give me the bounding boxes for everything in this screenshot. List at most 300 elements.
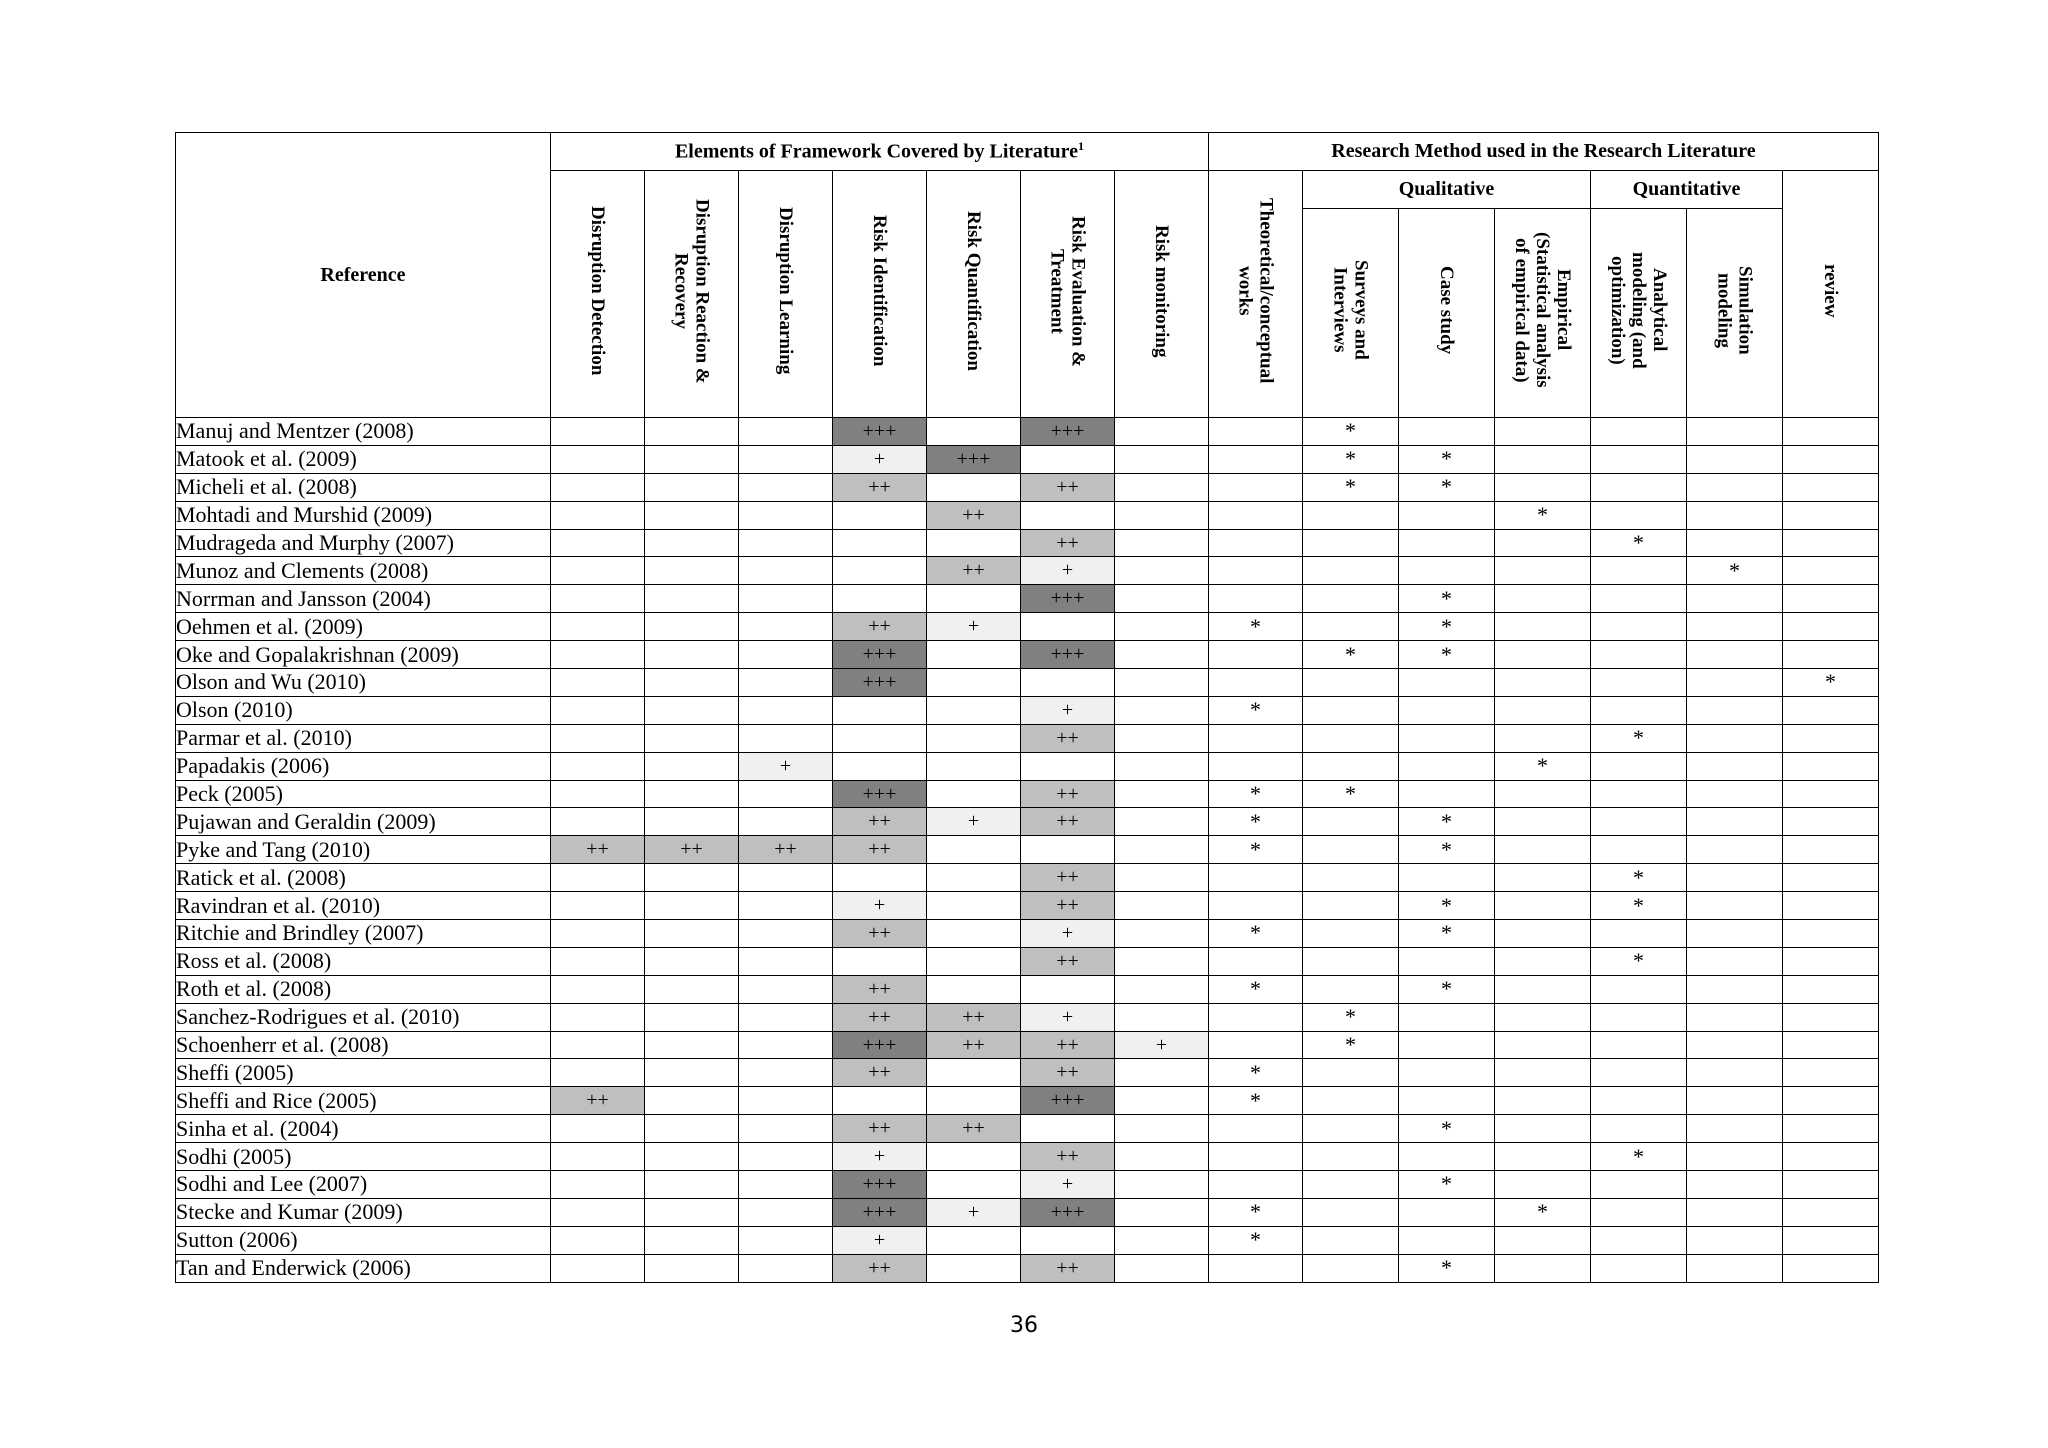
col-header-analytical: Analytical modeling (and optimization) <box>1591 209 1687 418</box>
coverage-cell <box>739 808 833 836</box>
coverage-cell: +++ <box>927 445 1021 473</box>
elements-group-header <box>551 133 1209 171</box>
coverage-cell <box>833 724 927 752</box>
method-cell: * <box>1209 975 1303 1003</box>
method-cell <box>1687 1226 1783 1254</box>
table-row <box>176 836 1879 864</box>
method-cell <box>1687 975 1783 1003</box>
coverage-cell <box>645 947 739 975</box>
coverage-cell: +++ <box>1021 641 1115 669</box>
method-cell <box>1495 585 1591 613</box>
qualitative-header: Qualitative <box>1303 171 1591 209</box>
coverage-cell <box>739 947 833 975</box>
coverage-cell <box>739 1087 833 1115</box>
col-header-simulation: Simulation modeling <box>1687 209 1783 418</box>
method-cell <box>1303 1226 1399 1254</box>
method-cell <box>1783 920 1879 948</box>
coverage-cell: + <box>739 752 833 780</box>
coverage-cell <box>1115 1171 1209 1199</box>
coverage-cell <box>927 529 1021 557</box>
method-cell <box>1687 1115 1783 1143</box>
coverage-cell <box>551 501 645 529</box>
coverage-cell <box>551 892 645 920</box>
method-cell <box>1591 418 1687 446</box>
method-cell <box>1209 669 1303 697</box>
method-cell <box>1303 892 1399 920</box>
method-cell <box>1209 947 1303 975</box>
coverage-cell <box>645 1031 739 1059</box>
method-cell <box>1399 1059 1495 1087</box>
col-header-theoretical: Theoretical/conceptual works <box>1209 171 1303 418</box>
method-cell <box>1495 892 1591 920</box>
method-cell <box>1591 1254 1687 1282</box>
method-cell: * <box>1303 641 1399 669</box>
method-cell <box>1687 1003 1783 1031</box>
reference-cell: Papadakis (2006) <box>176 752 551 780</box>
method-cell <box>1687 836 1783 864</box>
method-cell <box>1495 1087 1591 1115</box>
coverage-cell: ++ <box>645 836 739 864</box>
coverage-cell <box>551 1003 645 1031</box>
method-cell <box>1591 1059 1687 1087</box>
method-cell <box>1687 696 1783 724</box>
method-cell <box>1783 836 1879 864</box>
table-row <box>176 529 1879 557</box>
col-header-risk-evaluation: Risk Evaluation & Treatment <box>1021 171 1115 418</box>
coverage-cell <box>1115 892 1209 920</box>
coverage-cell <box>739 641 833 669</box>
reference-cell: Schoenherr et al. (2008) <box>176 1031 551 1059</box>
method-cell: * <box>1591 892 1687 920</box>
col-header-risk-monitoring: Risk monitoring <box>1115 171 1209 418</box>
method-cell <box>1591 1003 1687 1031</box>
reference-cell: Roth et al. (2008) <box>176 975 551 1003</box>
coverage-cell: + <box>833 1143 927 1171</box>
table-row <box>176 669 1879 697</box>
coverage-cell <box>645 696 739 724</box>
coverage-cell <box>927 836 1021 864</box>
method-cell <box>1687 613 1783 641</box>
coverage-cell: +++ <box>833 669 927 697</box>
method-cell <box>1783 418 1879 446</box>
method-cell: * <box>1591 529 1687 557</box>
coverage-cell <box>1021 613 1115 641</box>
coverage-cell <box>1115 557 1209 585</box>
table-row <box>176 696 1879 724</box>
method-cell <box>1591 975 1687 1003</box>
coverage-cell <box>927 947 1021 975</box>
method-cell <box>1783 613 1879 641</box>
method-cell <box>1209 1143 1303 1171</box>
method-cell <box>1687 724 1783 752</box>
coverage-cell: ++ <box>833 975 927 1003</box>
method-cell <box>1303 501 1399 529</box>
method-cell: * <box>1591 724 1687 752</box>
coverage-cell <box>1115 1003 1209 1031</box>
method-cell <box>1783 1198 1879 1226</box>
coverage-cell: ++ <box>927 501 1021 529</box>
coverage-cell <box>739 473 833 501</box>
coverage-cell <box>645 1198 739 1226</box>
coverage-cell <box>645 1003 739 1031</box>
coverage-cell <box>645 557 739 585</box>
coverage-cell: ++ <box>833 808 927 836</box>
coverage-cell <box>551 808 645 836</box>
reference-cell: Munoz and Clements (2008) <box>176 557 551 585</box>
coverage-cell: + <box>927 808 1021 836</box>
method-cell <box>1209 529 1303 557</box>
reference-cell: Micheli et al. (2008) <box>176 473 551 501</box>
method-cell <box>1209 445 1303 473</box>
coverage-cell <box>1115 418 1209 446</box>
coverage-cell: + <box>1021 557 1115 585</box>
method-cell <box>1209 864 1303 892</box>
coverage-cell: ++ <box>833 613 927 641</box>
method-cell <box>1495 473 1591 501</box>
coverage-cell <box>645 473 739 501</box>
coverage-cell: + <box>1021 1003 1115 1031</box>
method-cell <box>1495 418 1591 446</box>
method-cell <box>1495 836 1591 864</box>
method-cell <box>1783 529 1879 557</box>
quantitative-header: Quantitative <box>1591 171 1783 209</box>
coverage-cell: + <box>1021 1171 1115 1199</box>
coverage-cell <box>1115 780 1209 808</box>
reference-cell: Manuj and Mentzer (2008) <box>176 418 551 446</box>
coverage-cell <box>1115 724 1209 752</box>
method-cell: * <box>1209 1198 1303 1226</box>
coverage-cell <box>551 1059 645 1087</box>
reference-cell: Parmar et al. (2010) <box>176 724 551 752</box>
coverage-cell <box>739 1003 833 1031</box>
coverage-cell <box>1021 1115 1115 1143</box>
table-row <box>176 864 1879 892</box>
coverage-cell <box>1115 1115 1209 1143</box>
coverage-cell <box>927 975 1021 1003</box>
method-cell <box>1591 445 1687 473</box>
coverage-cell <box>551 752 645 780</box>
method-cell <box>1209 1031 1303 1059</box>
method-cell: * <box>1495 1198 1591 1226</box>
coverage-cell: ++ <box>1021 1031 1115 1059</box>
coverage-cell <box>1115 947 1209 975</box>
coverage-cell <box>833 529 927 557</box>
method-cell <box>1303 1115 1399 1143</box>
table-row <box>176 1198 1879 1226</box>
method-cell <box>1783 1003 1879 1031</box>
method-cell <box>1399 1003 1495 1031</box>
coverage-cell: +++ <box>833 780 927 808</box>
method-cell <box>1687 1254 1783 1282</box>
method-cell <box>1783 1115 1879 1143</box>
method-cell: * <box>1495 501 1591 529</box>
method-cell <box>1783 501 1879 529</box>
method-cell <box>1495 975 1591 1003</box>
coverage-cell <box>645 1143 739 1171</box>
coverage-cell <box>1115 836 1209 864</box>
coverage-cell <box>1115 641 1209 669</box>
method-cell <box>1687 780 1783 808</box>
coverage-cell <box>551 920 645 948</box>
method-cell: * <box>1399 808 1495 836</box>
method-cell: * <box>1303 780 1399 808</box>
table-row <box>176 920 1879 948</box>
coverage-cell <box>739 780 833 808</box>
coverage-cell <box>739 557 833 585</box>
method-cell <box>1687 529 1783 557</box>
coverage-cell: ++ <box>927 1115 1021 1143</box>
coverage-cell <box>739 1143 833 1171</box>
method-cell <box>1591 585 1687 613</box>
coverage-cell: ++ <box>551 1087 645 1115</box>
reference-cell: Oke and Gopalakrishnan (2009) <box>176 641 551 669</box>
method-cell <box>1687 892 1783 920</box>
coverage-cell <box>927 1226 1021 1254</box>
coverage-cell <box>1115 696 1209 724</box>
coverage-cell <box>1021 445 1115 473</box>
coverage-cell <box>833 864 927 892</box>
coverage-cell <box>645 724 739 752</box>
coverage-cell <box>1115 1254 1209 1282</box>
method-cell <box>1591 1171 1687 1199</box>
reference-cell: Sodhi and Lee (2007) <box>176 1171 551 1199</box>
coverage-cell <box>739 613 833 641</box>
coverage-cell <box>645 418 739 446</box>
method-cell <box>1495 864 1591 892</box>
coverage-cell: ++ <box>833 1115 927 1143</box>
coverage-cell <box>1021 975 1115 1003</box>
method-cell: * <box>1399 975 1495 1003</box>
coverage-cell <box>645 1087 739 1115</box>
method-cell <box>1303 585 1399 613</box>
coverage-cell <box>645 501 739 529</box>
coverage-cell <box>927 752 1021 780</box>
coverage-cell: ++ <box>1021 473 1115 501</box>
method-cell <box>1591 473 1687 501</box>
coverage-cell <box>927 920 1021 948</box>
method-cell <box>1783 1171 1879 1199</box>
method-cell <box>1687 752 1783 780</box>
reference-cell: Sheffi (2005) <box>176 1059 551 1087</box>
method-cell <box>1495 724 1591 752</box>
coverage-cell <box>1115 445 1209 473</box>
coverage-cell <box>1021 752 1115 780</box>
method-cell: * <box>1209 1059 1303 1087</box>
method-cell <box>1783 975 1879 1003</box>
table-row <box>176 641 1879 669</box>
method-cell: * <box>1591 864 1687 892</box>
method-cell <box>1495 808 1591 836</box>
method-cell <box>1591 641 1687 669</box>
method-cell <box>1783 445 1879 473</box>
coverage-cell <box>645 641 739 669</box>
method-cell <box>1495 1143 1591 1171</box>
method-cell <box>1783 1031 1879 1059</box>
coverage-cell: + <box>927 613 1021 641</box>
method-cell <box>1495 1059 1591 1087</box>
method-cell <box>1399 947 1495 975</box>
coverage-cell <box>833 947 927 975</box>
coverage-cell: ++ <box>833 1003 927 1031</box>
coverage-cell: +++ <box>833 418 927 446</box>
coverage-cell: ++ <box>1021 724 1115 752</box>
method-cell <box>1783 585 1879 613</box>
coverage-cell <box>645 1254 739 1282</box>
coverage-cell <box>739 418 833 446</box>
method-cell <box>1495 947 1591 975</box>
method-cell <box>1399 1198 1495 1226</box>
method-cell <box>1783 752 1879 780</box>
coverage-cell <box>1115 920 1209 948</box>
table-row <box>176 473 1879 501</box>
method-cell <box>1591 808 1687 836</box>
table-row <box>176 1115 1879 1143</box>
method-cell <box>1399 696 1495 724</box>
coverage-cell: ++ <box>739 836 833 864</box>
table-row <box>176 808 1879 836</box>
method-cell <box>1687 1143 1783 1171</box>
method-cell <box>1399 752 1495 780</box>
reference-cell: Mudrageda and Murphy (2007) <box>176 529 551 557</box>
coverage-cell <box>739 1059 833 1087</box>
method-cell <box>1209 1003 1303 1031</box>
reference-cell: Olson (2010) <box>176 696 551 724</box>
coverage-cell <box>645 975 739 1003</box>
method-cell <box>1783 808 1879 836</box>
method-cell <box>1495 613 1591 641</box>
col-header-disruption-detection: Disruption Detection <box>551 171 645 418</box>
method-cell <box>1303 975 1399 1003</box>
method-cell <box>1495 1031 1591 1059</box>
method-cell <box>1591 780 1687 808</box>
method-cell <box>1209 1115 1303 1143</box>
coverage-cell <box>645 613 739 641</box>
col-header-surveys: Surveys and Interviews <box>1303 209 1399 418</box>
method-cell <box>1591 836 1687 864</box>
coverage-cell <box>551 473 645 501</box>
coverage-cell <box>645 1115 739 1143</box>
coverage-cell: + <box>833 1226 927 1254</box>
reference-cell: Sanchez-Rodrigues et al. (2010) <box>176 1003 551 1031</box>
coverage-cell <box>927 641 1021 669</box>
method-cell <box>1303 529 1399 557</box>
table-row <box>176 1143 1879 1171</box>
reference-cell: Norrman and Jansson (2004) <box>176 585 551 613</box>
method-cell: * <box>1687 557 1783 585</box>
method-cell: * <box>1495 752 1591 780</box>
coverage-cell <box>551 1226 645 1254</box>
method-cell <box>1399 1031 1495 1059</box>
coverage-cell: +++ <box>833 1171 927 1199</box>
method-cell: * <box>1399 585 1495 613</box>
method-cell <box>1687 669 1783 697</box>
coverage-cell <box>551 947 645 975</box>
coverage-cell: ++ <box>1021 947 1115 975</box>
method-cell <box>1495 529 1591 557</box>
coverage-cell: ++ <box>927 557 1021 585</box>
method-cell <box>1687 920 1783 948</box>
coverage-cell <box>927 1087 1021 1115</box>
coverage-cell <box>551 613 645 641</box>
method-cell <box>1303 669 1399 697</box>
method-cell: * <box>1303 473 1399 501</box>
method-cell: * <box>1303 1031 1399 1059</box>
coverage-cell <box>645 669 739 697</box>
literature-table <box>175 132 1879 1283</box>
reference-cell: Olson and Wu (2010) <box>176 669 551 697</box>
method-cell <box>1399 669 1495 697</box>
coverage-cell: +++ <box>833 1198 927 1226</box>
method-cell <box>1783 1254 1879 1282</box>
coverage-cell <box>927 780 1021 808</box>
coverage-cell <box>927 892 1021 920</box>
method-cell: * <box>1399 445 1495 473</box>
coverage-cell <box>739 1198 833 1226</box>
coverage-cell <box>645 529 739 557</box>
coverage-cell: ++ <box>1021 1143 1115 1171</box>
method-cell <box>1591 669 1687 697</box>
method-cell: * <box>1303 418 1399 446</box>
method-cell: * <box>1399 1171 1495 1199</box>
coverage-cell <box>645 585 739 613</box>
coverage-cell <box>927 1143 1021 1171</box>
method-cell: * <box>1209 696 1303 724</box>
coverage-cell: + <box>833 445 927 473</box>
coverage-cell <box>645 864 739 892</box>
table-body <box>176 418 1879 1283</box>
method-cell <box>1495 1254 1591 1282</box>
method-cell <box>1783 1059 1879 1087</box>
method-cell <box>1209 501 1303 529</box>
method-cell <box>1783 892 1879 920</box>
coverage-cell <box>739 1115 833 1143</box>
coverage-cell: +++ <box>833 1031 927 1059</box>
coverage-cell <box>1115 1143 1209 1171</box>
coverage-cell: + <box>1021 920 1115 948</box>
coverage-cell <box>645 752 739 780</box>
coverage-cell <box>1021 836 1115 864</box>
method-cell: * <box>1783 669 1879 697</box>
method-cell <box>1783 1087 1879 1115</box>
coverage-cell <box>833 752 927 780</box>
method-cell <box>1495 641 1591 669</box>
coverage-cell <box>739 1171 833 1199</box>
method-cell <box>1495 669 1591 697</box>
reference-cell: Ratick et al. (2008) <box>176 864 551 892</box>
coverage-cell <box>551 1143 645 1171</box>
method-cell <box>1783 947 1879 975</box>
coverage-cell <box>1115 669 1209 697</box>
method-cell <box>1591 1031 1687 1059</box>
reference-cell: Oehmen et al. (2009) <box>176 613 551 641</box>
method-cell: * <box>1399 892 1495 920</box>
method-cell <box>1783 557 1879 585</box>
method-cell <box>1687 1087 1783 1115</box>
coverage-cell: +++ <box>833 641 927 669</box>
coverage-cell <box>645 892 739 920</box>
method-cell <box>1591 696 1687 724</box>
coverage-cell: ++ <box>833 1254 927 1282</box>
method-cell <box>1783 473 1879 501</box>
reference-cell: Stecke and Kumar (2009) <box>176 1198 551 1226</box>
method-cell <box>1687 585 1783 613</box>
table-row <box>176 1059 1879 1087</box>
coverage-cell <box>1115 975 1209 1003</box>
method-cell <box>1783 724 1879 752</box>
coverage-cell <box>927 864 1021 892</box>
method-cell <box>1495 696 1591 724</box>
method-cell <box>1399 529 1495 557</box>
